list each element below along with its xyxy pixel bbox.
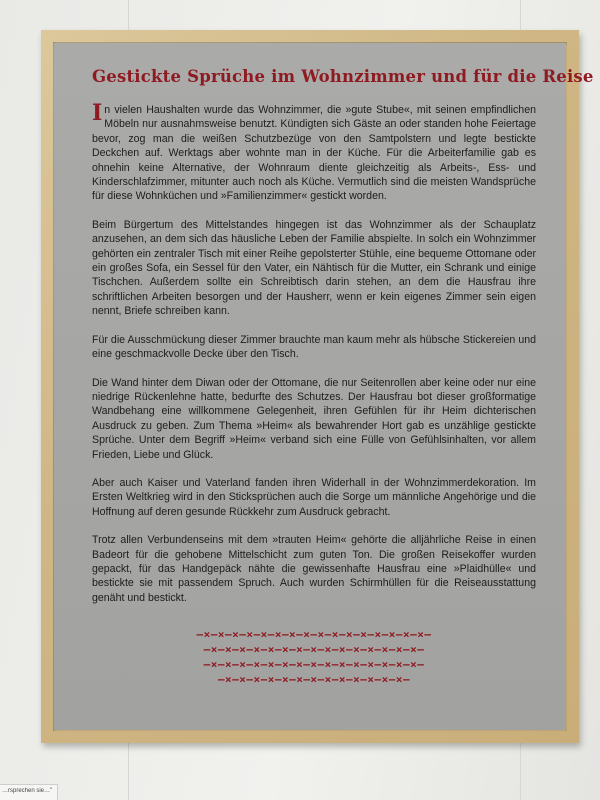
- caption-card: [0, 784, 58, 800]
- cross-stitch-row: —×—×—×—×—×—×—×—×—×—×—×—×—×—×—×—×—: [196, 628, 432, 642]
- cross-stitch-row: —×—×—×—×—×—×—×—×—×—×—×—×—×—×—×—: [203, 643, 425, 657]
- wooden-picture-frame: [41, 30, 594, 743]
- paragraph-ausschmueckung: Für die Ausschmückung dieser Zimmer brauchte man kaum mehr als hübsche Stickereien und eine geschmackvolle Decke über den Tisch.: [92, 333, 536, 361]
- paragraph-kaiser: Aber auch Kaiser und Vaterland fanden ihren Widerhall in der Wohnzimmerdekoration. Im Ersten Weltkrieg wird in den Sticksprüchen auch die Sorge um männliche Angehörige und die Hoffnung auf deren gesunde Rückkehr zum Ausdruck gebracht.: [92, 476, 536, 518]
- paragraph-intro: [92, 100, 536, 204]
- caption-card-text: …rsprechen sie…": [2, 788, 53, 794]
- cross-stitch-border: [92, 627, 536, 687]
- paragraph-wand: Die Wand hinter dem Diwan oder der Ottomane, die nur Seitenrollen aber keine oder nur eine niedrige Rückenlehne hatte, bedurfte des Schutzes. Der Hausfrau bot dieser großformatige Wandbehang eine willkommene Gelegenheit, ihren Gefühlen für ihr Heim dichterischen Ausdruck zu geben. Zum Thema »Heim« als bewahrender Hort gab es unzählige gestickte Sprüche. Unter dem Begriff »Heim« verband sich eine Fülle von Gefühlsinhalten, vor allem Frieden, Liebe und Glück.: [92, 376, 536, 461]
- paragraph-intro-text: n vielen Haushalten wurde das Wohnzimmer, die »gute Stube«, mit seinen empfindlichen Möbeln nur ausnahmsweise benutzt. Kündigten sich Gäste an oder standen hohe Feiertage bevor, zog man die weißen Schutzbezüge von den Samtpolstern und legte bestickte Deckchen auf. Werktags aber wohnte man in der Küche. Für die Arbeiterfamilie gab es ohnehin keine Alternative, der Wohnraum diente gleichzeitig als Arbeits-, Ess- und Kinderschlafzimmer, mitunter auch noch als Küche. Vermutlich sind die meisten Wandsprüche für diese Wohnküchen und »Familienzimmer« gestickt worden.: [92, 104, 536, 203]
- drop-cap-initial: I: [92, 100, 103, 126]
- cross-stitch-row: —×—×—×—×—×—×—×—×—×—×—×—×—×—×—×—: [203, 658, 425, 672]
- paragraph-buergertum: Beim Bürgertum des Mittelstandes hingegen ist das Wohnzimmer als der Schauplatz anzusehen, an dem sich das häusliche Leben der Familie abspielte. In solch ein Wohnzimmer gehörten ein zentraler Tisch mit einer Reihe gepolsterter Stühle, eine bequeme Ottomane oder ein großes Sofa, ein Sessel für den Vater, ein Nähtisch für die Mutter, ein Schrank und einige Tischchen. Außerdem sollte ein Schreibtisch darin stehen, an dem die Hausfrau ihre schriftlichen Arbeiten besorgen und der Hausherr, wenn er kein eigenes Zimmer sein eigen nennt, Briefe schreiben kann.: [92, 218, 536, 318]
- cross-stitch-row: —×—×—×—×—×—×—×—×—×—×—×—×—×—: [217, 673, 411, 687]
- text-panel: [54, 43, 594, 730]
- poster-title: Gestickte Sprüche im Wohnzimmer und für die Reise: [92, 67, 594, 86]
- paragraph-reise: Trotz allen Verbundenseins mit dem »trauten Heim« gehörte die alljährliche Reise in einen Badeort für die gehobene Mittelschicht zum guten Ton. Die großen Reisekoffer wurden gepackt, für das Handgepäck nähte die gewissenhafte Hausfrau eine »Plaidhülle« und bestickte sie mit passendem Spruch. Auch wurden Schirmhüllen für die Reiseausstattung genäht und bestickt.: [92, 534, 536, 604]
